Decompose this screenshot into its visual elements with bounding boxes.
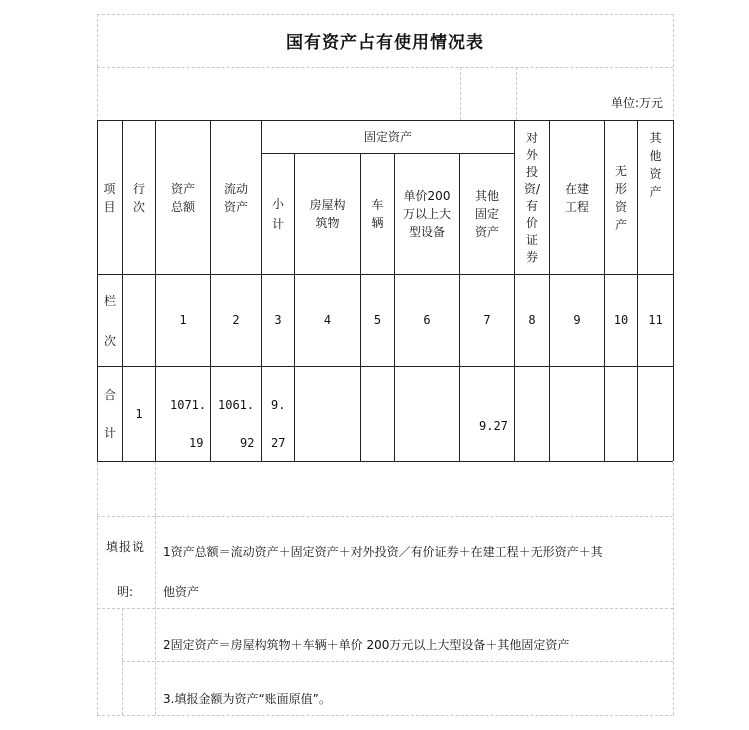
total-assets-value-b: 19 xyxy=(189,436,204,450)
col-number: 10 xyxy=(613,313,629,327)
header-current-assets: 流动资产 xyxy=(223,181,248,214)
current-assets-value-b: 92 xyxy=(240,436,255,450)
note-line-3: 3.填报金额为资产“账面原值”。 xyxy=(163,692,331,706)
header-intangible: 无形资产 xyxy=(614,163,627,232)
header-item: 项目 xyxy=(103,181,117,214)
subtotal-value-a: 9. xyxy=(271,398,286,412)
total-assets-value-a: 1071. xyxy=(170,398,207,412)
current-assets-value-a: 1061. xyxy=(218,398,255,412)
col-number: 4 xyxy=(323,313,332,327)
header-buildings: 房屋构筑物 xyxy=(309,198,346,230)
header-investment: 对外投资/有价证券 xyxy=(524,130,541,264)
header-total-assets: 资产总额 xyxy=(170,181,195,214)
col-number: 8 xyxy=(528,313,536,327)
unit-label: 单位:万元 xyxy=(610,96,663,110)
col-number: 9 xyxy=(573,313,581,327)
header-other-fixed: 其他固定资产 xyxy=(474,189,499,239)
col-number: 11 xyxy=(648,313,663,327)
header-row-no: 行次 xyxy=(132,181,145,214)
header-other-assets: 其他资产 xyxy=(649,131,662,199)
col-number: 1 xyxy=(179,313,187,327)
col-number: 6 xyxy=(423,313,431,327)
header-fixed-assets: 固定资产 xyxy=(363,129,412,144)
notes-label-a: 填报说 xyxy=(106,540,146,554)
total-row-label: 合计 xyxy=(103,388,116,440)
col-number: 5 xyxy=(373,313,382,327)
note-line-1b: 他资产 xyxy=(163,585,200,599)
col-number: 2 xyxy=(232,313,240,327)
other-fixed-value: 9.27 xyxy=(479,419,508,433)
header-construction: 在建工程 xyxy=(564,181,589,214)
header-vehicles: 车辆 xyxy=(371,198,384,230)
header-large-equipment: 单价200万以上大型设备 xyxy=(402,189,451,239)
note-line-2: 2固定资产＝房屋构筑物＋车辆＋单价 200万元以上大型设备＋其他固定资产 xyxy=(163,638,570,652)
table-title: 国有资产占有使用情况表 xyxy=(286,33,484,53)
note-line-1a: 1资产总额＝流动资产＋固定资产＋对外投资／有价证券＋在建工程＋无形资产＋其 xyxy=(163,545,603,559)
col-number: 7 xyxy=(483,313,491,327)
total-row-no: 1 xyxy=(135,406,143,421)
notes-label-b: 明: xyxy=(117,585,134,599)
subtotal-value-b: 27 xyxy=(271,436,286,450)
header-subtotal: 小计 xyxy=(271,197,284,231)
column-row-label: 栏次 xyxy=(103,293,116,348)
col-number: 3 xyxy=(274,313,282,327)
